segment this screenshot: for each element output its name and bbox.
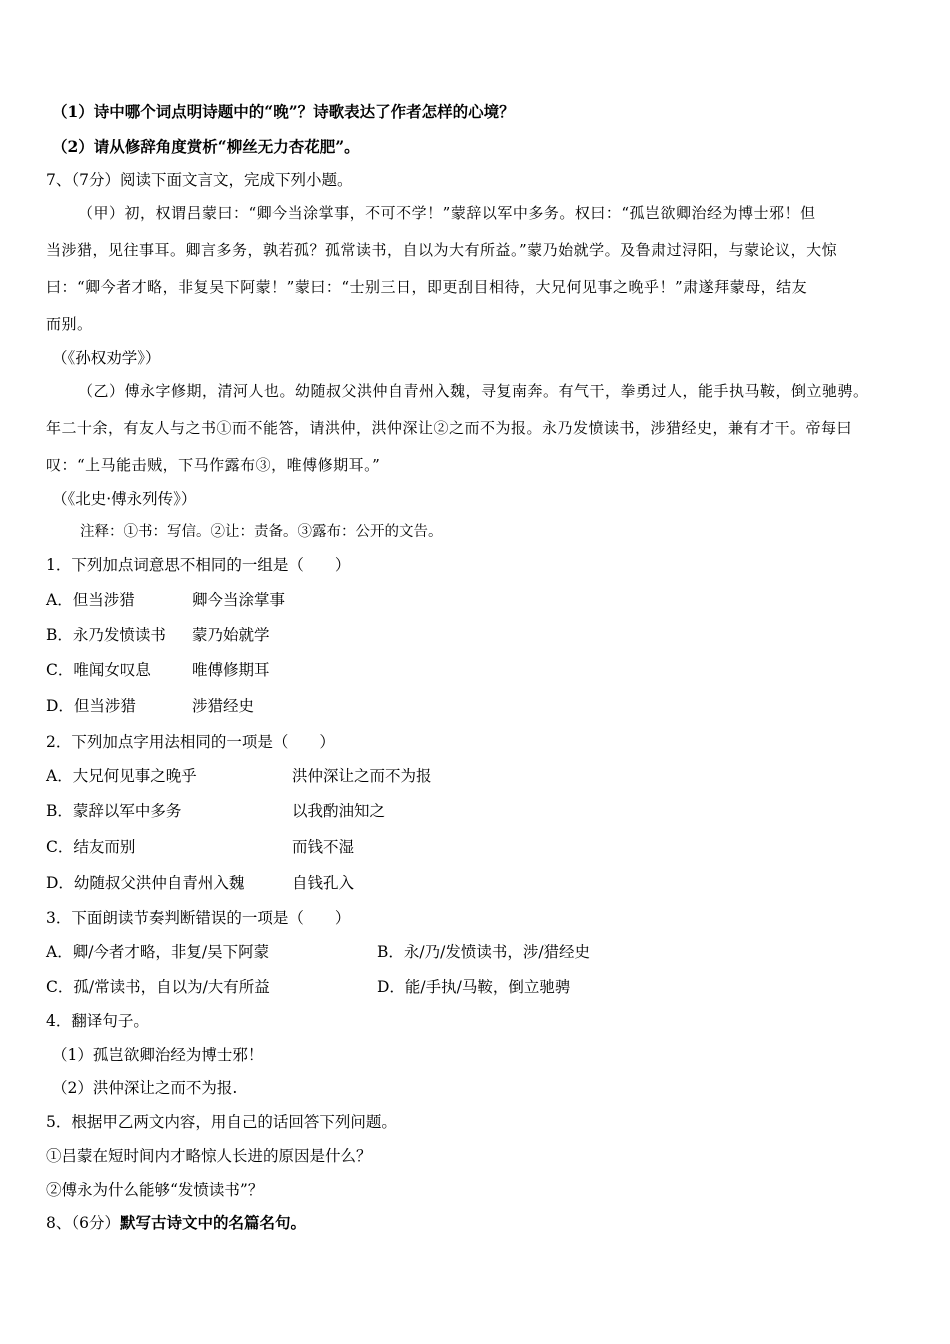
q8-header [46,1213,306,1233]
s2-option-d-pair: 自钱孔入 [292,874,355,892]
passage-yi-line-3: 叹：“上马能击贼，下马作露布③，唯傅修期耳。” [46,456,381,474]
q8-text: 默写古诗文中的名篇名句。 [119,1213,306,1232]
s3-option-c: C．孤/常读书，自以为/大有所益 [46,978,270,996]
s5-item-2: ②傅永为什么能够“发愤读书”？ [46,1181,264,1199]
passage-jia-line-2: 当涉猎，见往事耳。卿言多务，孰若孤？孤常读书，自以为大有所益。”蒙乃始就学。及鲁肃过浔阳，与蒙论议，大惊 [46,241,838,259]
s1-option-c: C．唯闻女叹息 [46,661,151,679]
s2-option-d: D．幼随叔父洪仲自青州入魏 [46,874,245,892]
passage-jia-line-1: （甲）初，权谓吕蒙曰：“卿今当涂掌事，不可不学！”蒙辞以军中多务。权曰：“孤岂欲卿治经为博士邪！但 [78,204,816,222]
s1-option-c-pair: 唯傅修期耳 [192,661,270,679]
s1-option-b: B．永乃发愤读书 [46,626,166,644]
passage-yi-line-1: （乙）傅永字修期，清河人也。幼随叔父洪仲自青州入魏，寻复南奔。有气干，拳勇过人，能手执马鞍，倒立驰骋。 [78,382,869,400]
s1-option-a-pair: 卿今当涂掌事 [192,591,286,609]
s4-stem: 4．翻译句子。 [46,1012,149,1030]
q6-sub1: （1）诗中哪个词点明诗题中的“晚”？诗歌表达了作者怎样的心境？ [52,102,515,121]
s5-item-1: ①吕蒙在短时间内才略惊人长进的原因是什么？ [46,1147,372,1165]
s1-option-b-pair: 蒙乃始就学 [192,626,270,644]
s1-option-d: D．但当涉猎 [46,697,136,715]
s1-option-a: A．但当涉猎 [46,591,135,609]
s2-stem: 2．下列加点字用法相同的一项是（ ） [46,733,335,751]
s4-item-1: （1）孤岂欲卿治经为博士邪！ [52,1046,264,1064]
passage-yi-source: （《北史·傅永列传》） [52,490,197,508]
s2-option-c: C．结友而别 [46,838,136,856]
s2-option-a-pair: 洪仲深让之而不为报 [292,767,432,785]
s2-option-b-pair: 以我酌油知之 [292,802,386,820]
s5-stem: 5．根据甲乙两文内容，用自己的话回答下列问题。 [46,1113,397,1131]
passage-jia-source: （《孙权劝学》） [52,349,161,367]
passage-yi-line-2: 年二十余，有友人与之书①而不能答，请洪仲，洪仲深让②之而不为报。永乃发愤读书，涉猎经史，兼有才干。帝每曰 [46,419,853,437]
s2-option-c-pair: 而钱不湿 [292,838,355,856]
passage-jia-line-4: 而别。 [46,315,93,333]
q8-prefix: 8、（6分） [46,1214,120,1232]
s3-option-d: D．能/手执/马鞍，倒立驰骋 [377,978,571,996]
s3-option-b: B．永/乃/发愤读书，涉/猎经史 [377,943,591,961]
s4-item-2: （2）洪仲深让之而不为报. [52,1079,238,1097]
s3-option-a: A．卿/今者才略，非复/吴下阿蒙 [46,943,270,961]
q7-header: 7、（7分）阅读下面文言文，完成下列小题。 [46,171,353,189]
s1-option-d-pair: 涉猎经史 [192,697,255,715]
passage-jia-line-3: 曰：“卿今者才略，非复吴下阿蒙！”蒙曰：“士别三日，即更刮目相待，大兄何见事之晚乎！”肃遂拜蒙母，结友 [46,278,808,296]
s2-option-b: B．蒙辞以军中多务 [46,802,182,820]
s1-stem: 1．下列加点词意思不相同的一组是（ ） [46,556,351,574]
q6-sub2: （2）请从修辞角度赏析“柳丝无力杏花肥”。 [52,137,360,156]
s3-stem: 3．下面朗读节奏判断错误的一项是（ ） [46,909,351,927]
s2-option-a: A．大兄何见事之晚乎 [46,767,197,785]
passage-notes: 注释：①书：写信。②让：责备。③露布：公开的文告。 [80,524,443,540]
